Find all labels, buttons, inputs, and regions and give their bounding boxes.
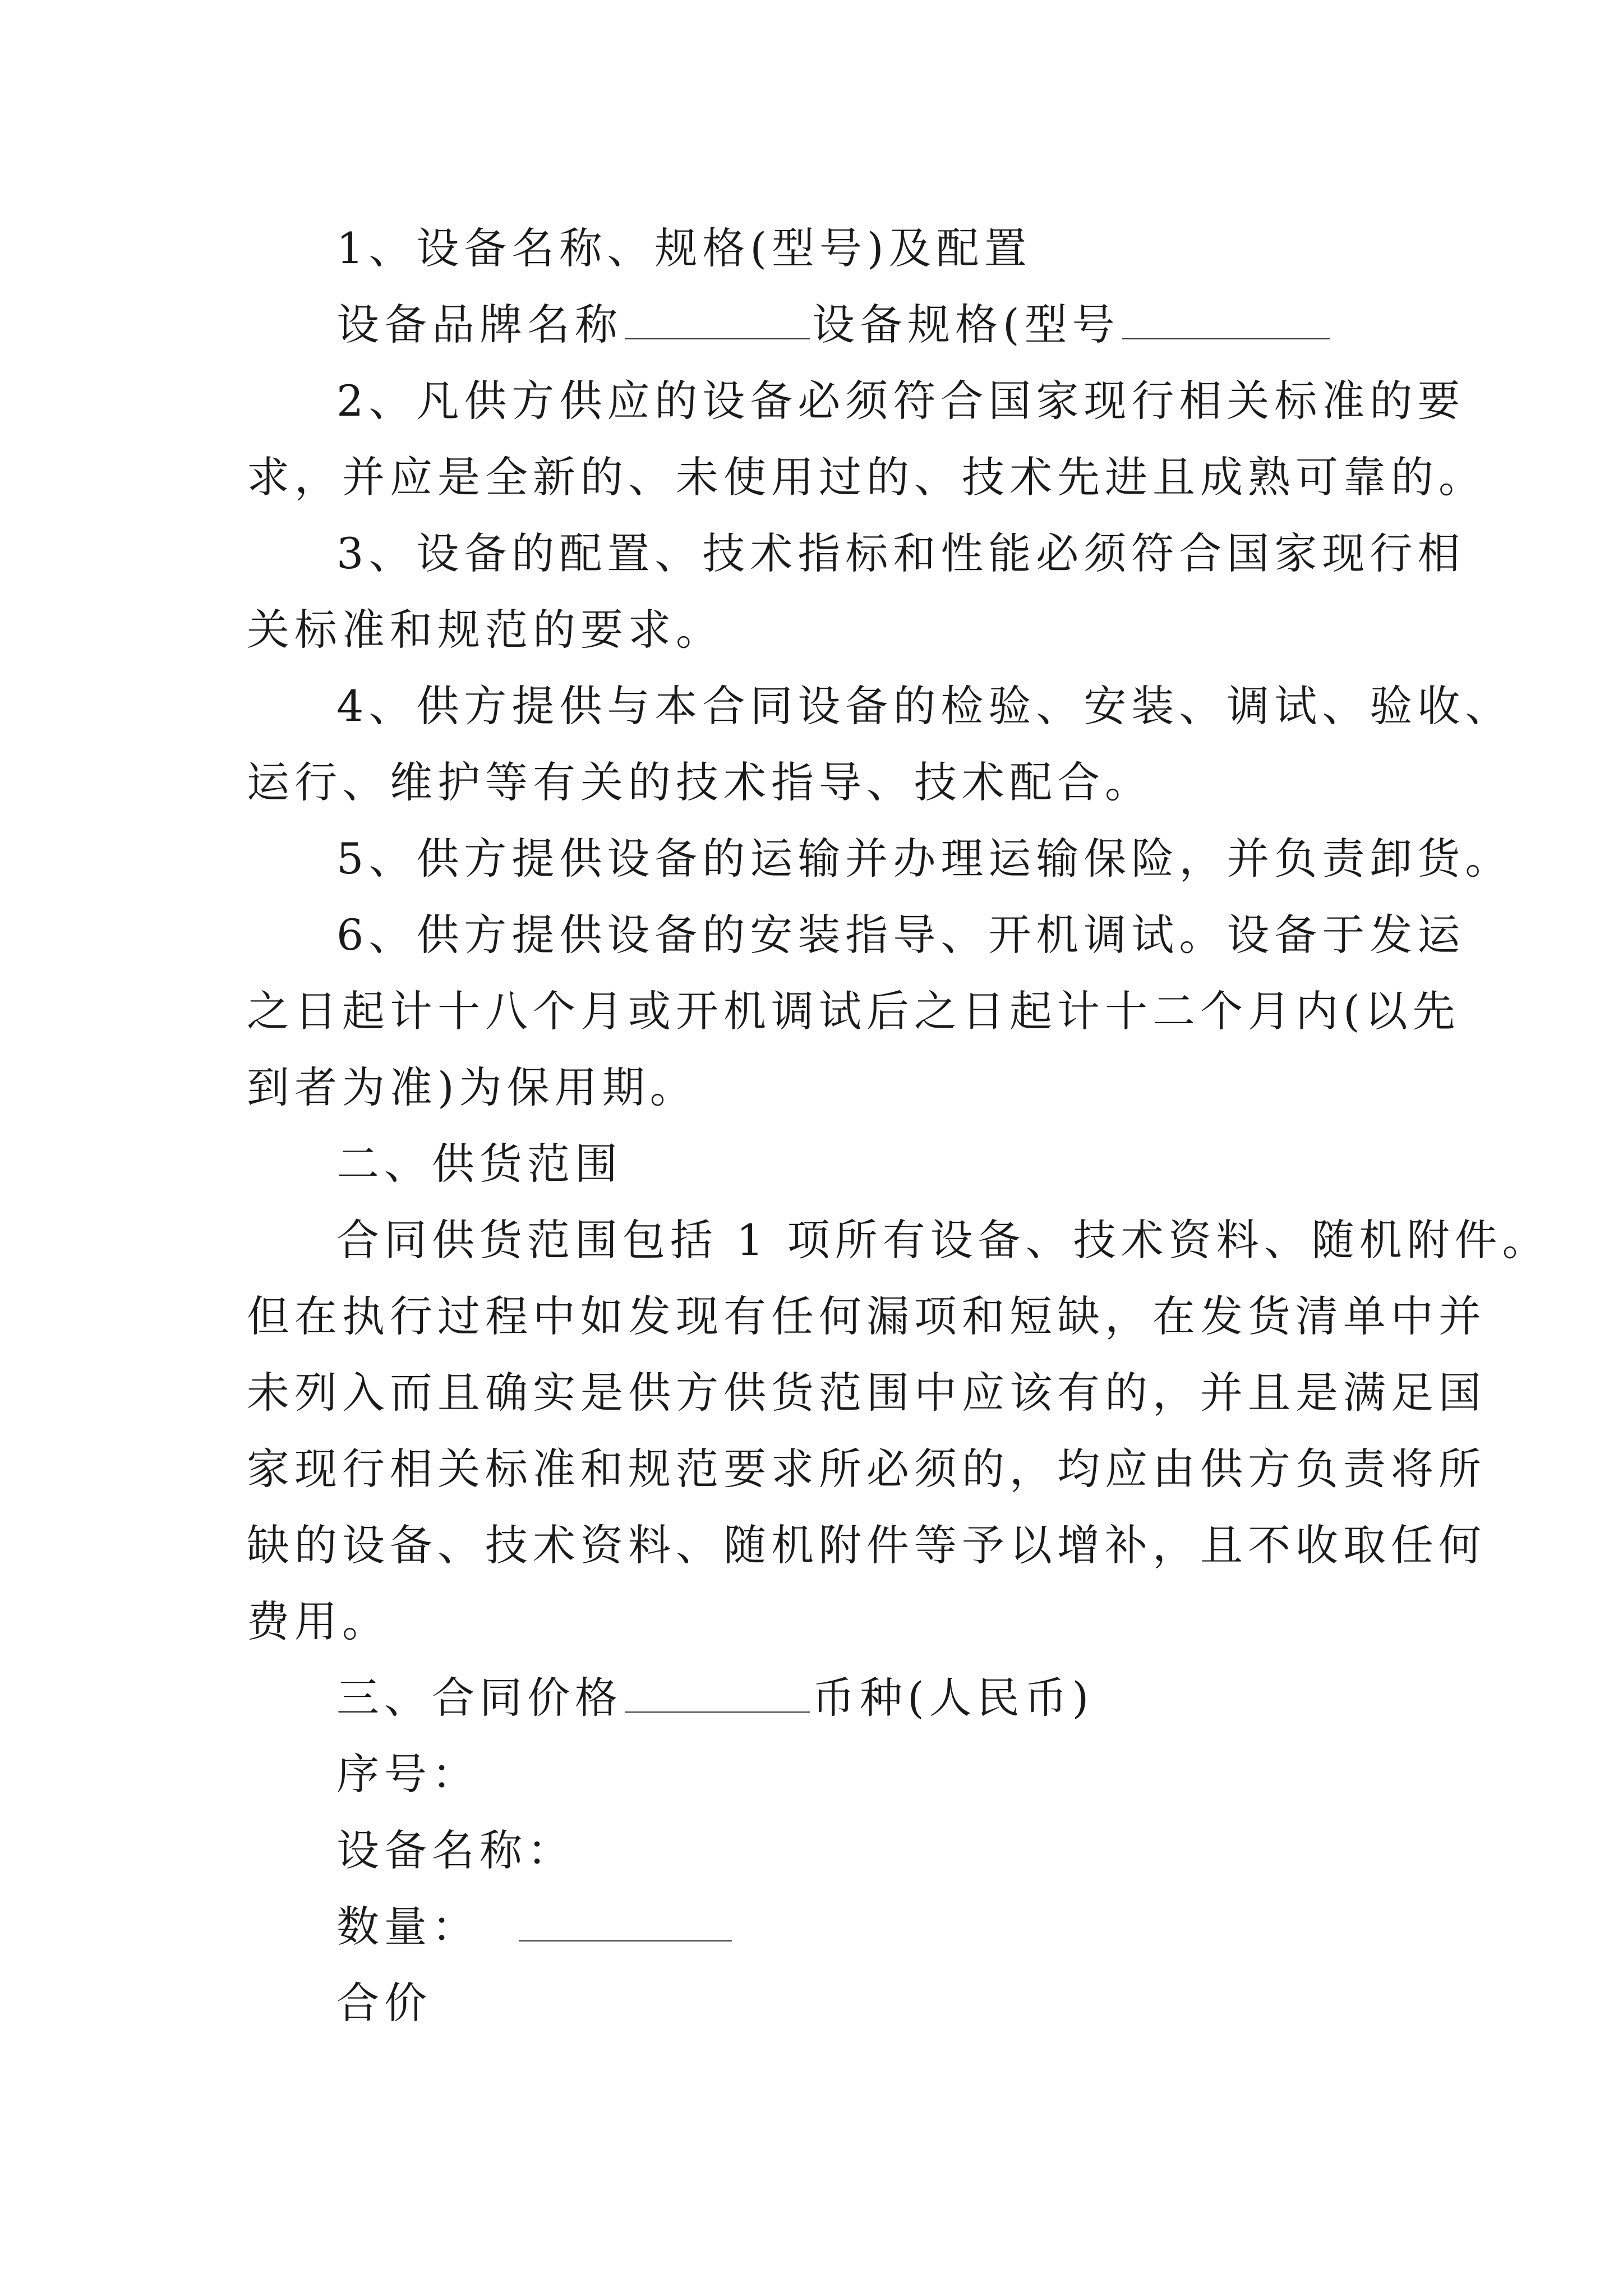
quantity-line bbox=[247, 1889, 1374, 1965]
item-2-line-2: 求，并应是全新的、未使用过的、技术先进且成熟可靠的。 bbox=[247, 452, 1486, 502]
section-2-heading: 二、供货范围 bbox=[336, 1139, 623, 1189]
quantity-blank[interactable] bbox=[519, 1895, 732, 1941]
currency-label: 币种(人民币) bbox=[812, 1673, 1094, 1723]
item-6-line-3: 到者为准)为保用期。 bbox=[247, 1062, 698, 1112]
spec-model-label: 设备规格(型号 bbox=[812, 300, 1120, 349]
contract-price-blank[interactable] bbox=[625, 1667, 810, 1713]
document-body bbox=[247, 210, 1550, 2041]
scope-line-5: 缺的设备、技术资料、随机附件等予以增补，且不收取任何 bbox=[247, 1520, 1486, 1570]
section-3-heading bbox=[247, 1660, 1374, 1736]
brand-spec-line bbox=[247, 287, 1374, 363]
item-1-heading: 1、设备名称、规格(型号)及配置 bbox=[336, 223, 1032, 273]
scope-line-1: 合同供货范围包括 1 项所有设备、技术资料、随机附件。 bbox=[336, 1215, 1550, 1265]
scope-line-4: 家现行相关标准和规范要求所必须的，均应由供方负责将所 bbox=[247, 1444, 1486, 1494]
serial-number-field: 序号： bbox=[336, 1749, 479, 1799]
item-4-line-1: 4、供方提供与本合同设备的检验、安装、调试、验收、 bbox=[336, 681, 1513, 731]
total-price-field: 合价 bbox=[336, 1978, 432, 2028]
scope-line-2: 但在执行过程中如发现有任何漏项和短缺，在发货清单中并 bbox=[247, 1291, 1486, 1341]
brand-name-label: 设备品牌名称 bbox=[336, 300, 623, 349]
contract-price-label: 三、合同价格 bbox=[336, 1673, 623, 1723]
brand-name-blank[interactable] bbox=[625, 293, 810, 339]
equipment-name-field: 设备名称： bbox=[336, 1825, 575, 1875]
quantity-label: 数量： bbox=[336, 1902, 479, 1952]
item-3-line-1: 3、设备的配置、技术指标和性能必须符合国家现行相 bbox=[336, 528, 1465, 578]
item-2-line-1: 2、凡供方供应的设备必须符合国家现行相关标准的要 bbox=[336, 376, 1465, 426]
spec-model-blank[interactable] bbox=[1122, 293, 1330, 339]
item-3-line-2: 关标准和规范的要求。 bbox=[247, 605, 723, 655]
scope-line-6: 费用。 bbox=[247, 1596, 390, 1646]
scope-line-3: 未列入而且确实是供方供货范围中应该有的，并且是满足国 bbox=[247, 1368, 1486, 1418]
item-6-line-1: 6、供方提供设备的安装指导、开机调试。设备于发运 bbox=[336, 910, 1465, 960]
item-5-line-1: 5、供方提供设备的运输并办理运输保险，并负责卸货。 bbox=[336, 834, 1513, 884]
item-4-line-2: 运行、维护等有关的技术指导、技术配合。 bbox=[247, 757, 1152, 807]
item-6-line-2: 之日起计十八个月或开机调试后之日起计十二个月内(以先 bbox=[247, 986, 1460, 1036]
